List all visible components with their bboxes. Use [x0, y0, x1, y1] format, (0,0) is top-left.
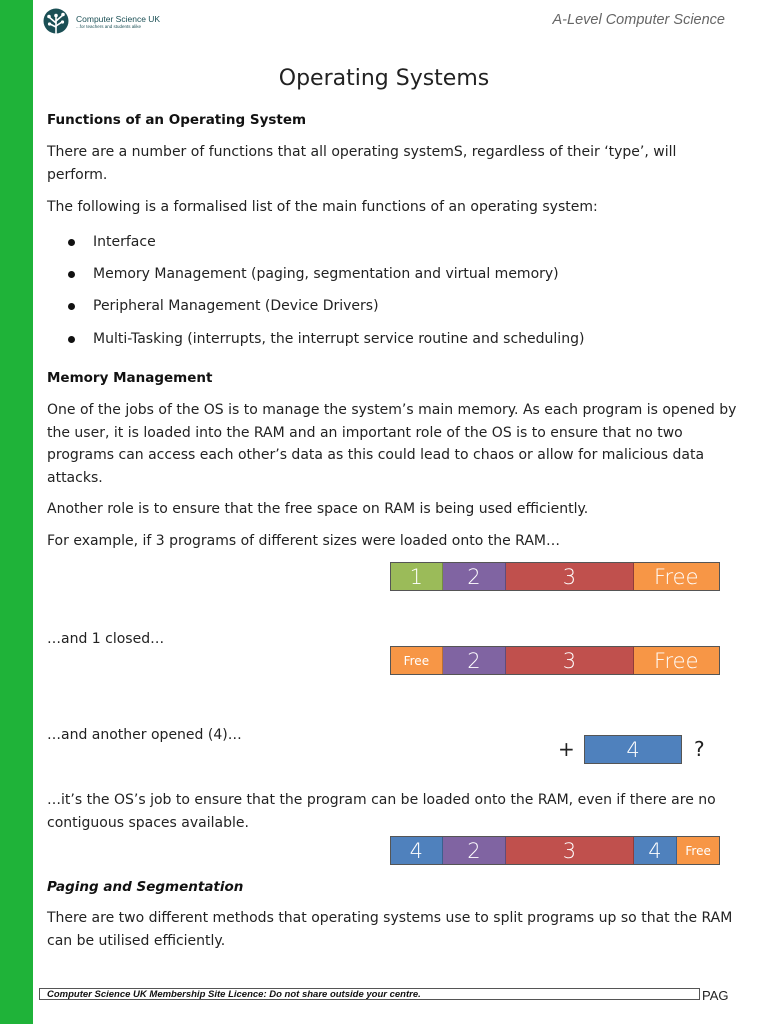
- bullet-dot-icon: [68, 336, 75, 343]
- os-job-paragraph: …it’s the OS’s job to ensure that the program can be loaded onto the RAM, even if there are no contiguous spaces available.: [47, 792, 716, 831]
- ram-diagram-after-close: [390, 646, 720, 675]
- memory-paragraph-2: Another role is to ensure that the free space on RAM is being used efficiently.: [47, 501, 589, 517]
- footer-licence: Computer Science UK Membership Site Licence: Do not share outside your centre.: [47, 989, 421, 1000]
- ram-block-free: Free: [677, 837, 719, 864]
- bullet-item: [68, 234, 156, 250]
- ram-block-program-3: 3: [506, 837, 633, 864]
- ram-diagram-initial: [390, 562, 720, 591]
- bullet-text: Memory Management (paging, segmentation and virtual memory): [93, 266, 559, 282]
- ram-block-program-2: 2: [443, 837, 507, 864]
- plus-sign: +: [558, 737, 575, 761]
- memory-paragraph-3: For example, if 3 programs of different sizes were loaded onto the RAM…: [47, 533, 560, 549]
- bullet-dot-icon: [68, 271, 75, 278]
- bullet-item: [68, 331, 584, 347]
- ram-block-program-4: 4: [585, 736, 681, 763]
- green-side-bar: [0, 0, 33, 1024]
- ram-block-program-2: 2: [443, 563, 507, 590]
- ram-block-free: Free: [391, 647, 443, 674]
- ram-diagram-fragmented: [390, 836, 720, 865]
- functions-heading: Functions of an Operating System: [47, 112, 307, 128]
- bullet-dot-icon: [68, 239, 75, 246]
- tree-logo-icon: [39, 8, 73, 36]
- bullet-text: Interface: [93, 234, 156, 250]
- course-label: A-Level Computer Science: [552, 12, 725, 28]
- ram-block-program-3: 3: [506, 563, 633, 590]
- logo: [39, 8, 160, 36]
- page-number: PAG: [702, 988, 729, 1003]
- logo-name: Computer Science UK: [76, 14, 161, 24]
- bullet-dot-icon: [68, 303, 75, 310]
- logo-tagline: ...for teachers and students alike: [76, 23, 142, 29]
- paging-heading: Paging and Segmentation: [47, 879, 244, 895]
- paging-paragraph: There are two different methods that operating systems use to split programs up so that the RAM can be utilised efficiently.: [47, 910, 733, 949]
- bullet-text: Peripheral Management (Device Drivers): [93, 298, 379, 314]
- closed-caption: …and 1 closed…: [47, 631, 165, 647]
- ram-block-program-4: 4: [391, 837, 443, 864]
- bullet-text: Multi-Tasking (interrupts, the interrupt service routine and scheduling): [93, 331, 585, 347]
- bullet-item: [68, 266, 559, 282]
- ram-block-free: Free: [634, 563, 719, 590]
- functions-paragraph-1: There are a number of functions that all operating systemS, regardless of their ‘type’, will perform.: [47, 144, 677, 183]
- ram-block-program-4: 4: [634, 837, 678, 864]
- memory-heading: Memory Management: [47, 370, 213, 386]
- memory-paragraph-1: One of the jobs of the OS is to manage the system’s main memory. As each program is opened by the user, it is loaded into the RAM and an important role of the OS is to ensure that no two programs can access each other’s data as this could lead to chaos or allow for malicious data attacks.: [47, 402, 737, 486]
- ram-block-free: Free: [634, 647, 719, 674]
- functions-paragraph-2: The following is a formalised list of the main functions of an operating system:: [47, 199, 598, 215]
- question-mark: ?: [694, 737, 705, 761]
- ram-block-program-2: 2: [443, 647, 507, 674]
- incoming-program: [584, 735, 682, 764]
- ram-block-program-1: 1: [391, 563, 443, 590]
- ram-block-program-3: 3: [506, 647, 633, 674]
- page-title: Operating Systems: [278, 66, 490, 91]
- opened-caption: …and another opened (4)…: [47, 727, 242, 743]
- bullet-item: [68, 298, 379, 314]
